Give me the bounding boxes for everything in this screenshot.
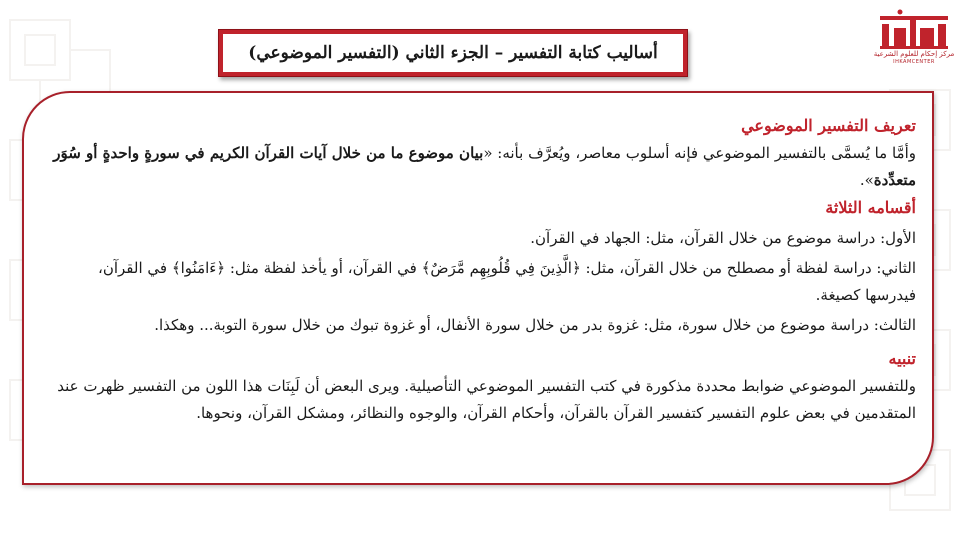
definition-intro: وأمَّا ما يُسمَّى بالتفسير الموضوعي فإنه أسلوب معاصر، ويُعرَّف بأنه: « bbox=[483, 144, 916, 162]
definition-heading: تعريف التفسير الموضوعي bbox=[741, 116, 916, 135]
note-paragraph: وللتفسير الموضوعي ضوابط محددة مذكورة في كتب التفسير الموضوعي التأصيلية. ويرى البعض أن لَبِنَات هذا اللون من التفسير ظهرت عند المتقدمين في بعض علوم التفسير كتفسير القرآن بالقرآن، وأحكام القرآن، والوجوه والنظائر، ومشكل القرآن، ونحوها. bbox=[57, 377, 916, 422]
division-first: الأول: دراسة موضوع من خلال القرآن، مثل: الجهاد في القرآن. bbox=[530, 229, 916, 247]
definition-outro: ». bbox=[859, 171, 874, 189]
slide-title: أساليب كتابة التفسير – الجزء الثاني (التفسير الموضوعي) bbox=[248, 43, 658, 63]
division-third: الثالث: دراسة موضوع من خلال سورة، مثل: غزوة بدر من خلال سورة الأنفال، أو غزوة تبوك من خلال سورة التوبة... وهكذا. bbox=[154, 316, 916, 334]
slide-title-inner bbox=[223, 34, 683, 72]
slide-content bbox=[44, 112, 916, 427]
slide-title-banner bbox=[218, 29, 688, 77]
note-heading: تنبيه bbox=[888, 349, 916, 368]
divisions-heading: أقسامه الثلاثة bbox=[825, 198, 916, 217]
logo-subtitle: مركز إحكام للعلوم الشرعية bbox=[873, 50, 955, 58]
definition-bold-text: بيان موضوع ما من خلال آيات القرآن الكريم في سورةٍ واحدةٍ أو سُوَر متعدِّدة bbox=[53, 144, 916, 189]
definition-paragraph bbox=[44, 140, 916, 194]
logo-english-text: IHKAMCENTER bbox=[893, 59, 935, 65]
division-second: الثاني: دراسة لفظة أو مصطلح من خلال القرآن، مثل: ﴿الَّذِينَ فِي قُلُوبِهِم مَّرَضٌ﴾ في القرآن، أو يأخذ لفظة مثل: ﴿ءَامَنُوا﴾ في القرآن، فيدرسها كصيغة. bbox=[98, 259, 916, 304]
